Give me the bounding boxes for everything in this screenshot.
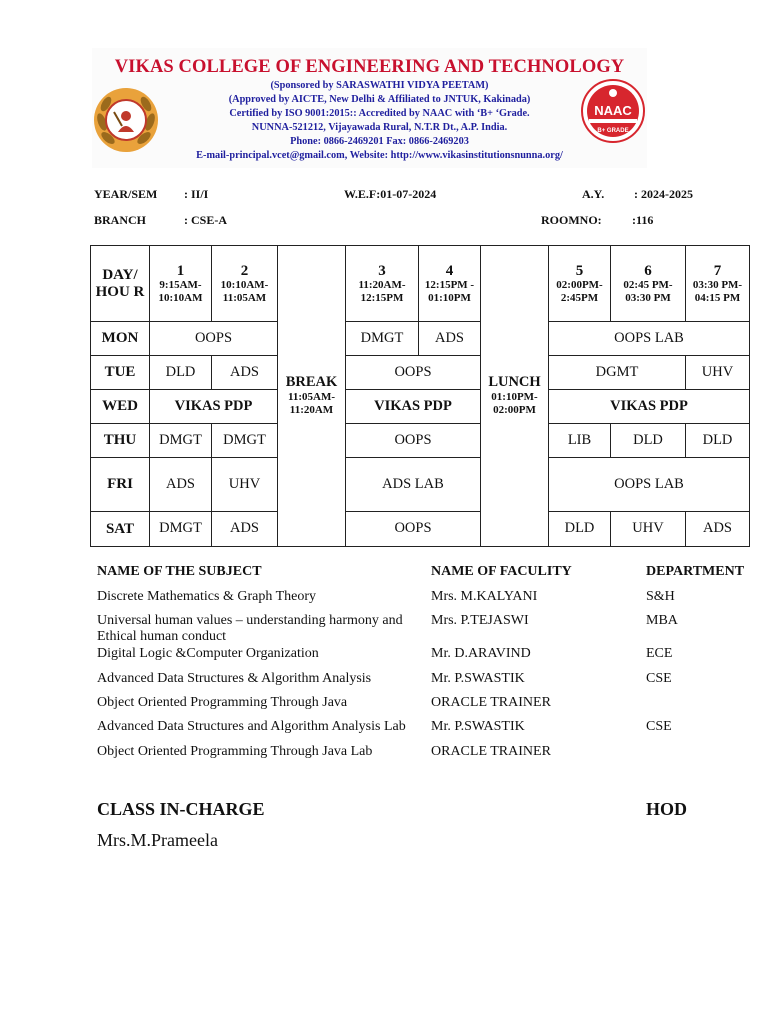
slot-cell: VIKAS PDP — [549, 390, 750, 424]
period-number: 4 — [445, 262, 454, 279]
header-row — [91, 246, 750, 322]
roomno-value: :116 — [632, 213, 654, 227]
slot-cell: VIKAS PDP — [150, 390, 278, 424]
branch-value: : CSE-A — [184, 213, 228, 227]
slot-cell: OOPS — [150, 322, 278, 356]
slot-cell: DLD — [611, 424, 686, 458]
college-emblem-icon — [92, 86, 160, 154]
subject-name: Universal human values – understanding harmony and Ethical human conduct — [97, 613, 403, 644]
day-label: SAT — [91, 512, 150, 547]
slot-cell: DMGT — [346, 322, 419, 356]
subject-name: Object Oriented Programming Through Java — [97, 695, 348, 710]
letterhead — [92, 48, 647, 168]
phone-line: Phone: 0866-2469201 Fax: 0866-2469203 — [290, 136, 469, 147]
address-line: NUNNA-521212, Vijayawada Rural, N.T.R Dt., A.P. India. — [251, 122, 508, 133]
day-label: MON — [91, 322, 150, 356]
row-fri — [91, 458, 750, 512]
subject-name: Advanced Data Structures and Algorithm Analysis Lab — [97, 719, 406, 734]
period-6-header — [611, 246, 686, 322]
period-time: 11:20AM- 12:15PM — [358, 279, 406, 304]
slot-cell: OOPS LAB — [549, 458, 750, 512]
slot-cell: UHV — [212, 458, 278, 512]
faculty-name: ORACLE TRAINER — [431, 695, 551, 710]
day-label: TUE — [91, 356, 150, 390]
slot-cell: DLD — [686, 424, 750, 458]
period-4-header — [419, 246, 481, 322]
lunch-time: 01:10PM- 02:00PM — [491, 390, 538, 416]
row-sat — [91, 512, 750, 547]
department-name: CSE — [646, 671, 672, 686]
slot-cell: OOPS — [346, 356, 481, 390]
slot-cell: DMGT — [150, 512, 212, 547]
period-2-header — [212, 246, 278, 322]
subject-name: Digital Logic &Computer Organization — [97, 646, 319, 661]
faculty-name: Mr. P.SWASTIK — [431, 719, 525, 734]
ay-value: : 2024-2025 — [634, 187, 693, 201]
period-5-header — [549, 246, 611, 322]
faculty-name: Mr. D.ARAVIND — [431, 646, 531, 661]
department-name: ECE — [646, 646, 673, 661]
period-number: 3 — [378, 262, 386, 279]
slot-cell: LIB — [549, 424, 611, 458]
approval-line: (Approved by AICTE, New Delhi & Affiliated to JNTUK, Kakinada) — [228, 94, 531, 105]
period-time: 9:15AM- 10:10AM — [158, 279, 203, 304]
day-hour-header: DAY/ HOU R — [91, 246, 150, 322]
department-name: S&H — [646, 589, 675, 604]
row-tue — [91, 356, 750, 390]
day-label: THU — [91, 424, 150, 458]
period-3-header — [346, 246, 419, 322]
period-time: 02:45 PM- 03:30 PM — [623, 279, 673, 304]
department-name: MBA — [646, 613, 678, 628]
period-number: 6 — [644, 262, 652, 279]
timetable — [90, 245, 750, 547]
slot-cell: ADS LAB — [346, 458, 481, 512]
slot-cell: VIKAS PDP — [346, 390, 481, 424]
period-number: 5 — [575, 262, 584, 279]
college-name: VIKAS COLLEGE OF ENGINEERING AND TECHNOLOGY — [114, 57, 625, 77]
faculty-column-header: NAME OF FACULITY — [431, 564, 572, 579]
naac-logo-icon — [581, 79, 645, 143]
hod-label: HOD — [646, 799, 688, 819]
year-sem-label: YEAR/SEM — [94, 187, 158, 201]
certification-line: Certified by ISO 9001:2015:: Accredited by NAAC with ‘B+ ‘Grade. — [229, 108, 530, 119]
roomno-label: ROOMNO: — [541, 213, 602, 227]
subject-column-header: NAME OF THE SUBJECT — [97, 564, 262, 579]
slot-cell: ADS — [150, 458, 212, 512]
period-time: 02:00PM- 2:45PM — [556, 279, 603, 304]
day-label: WED — [91, 390, 150, 424]
slot-cell: DMGT — [150, 424, 212, 458]
slot-cell: OOPS LAB — [549, 322, 750, 356]
slot-cell: ADS — [686, 512, 750, 547]
department-column-header: DEPARTMENT — [646, 564, 745, 579]
break-label: BREAK — [285, 373, 338, 390]
slot-cell: ADS — [212, 356, 278, 390]
row-mon — [91, 322, 750, 356]
slot-cell: UHV — [611, 512, 686, 547]
slot-cell: ADS — [419, 322, 481, 356]
period-number: 2 — [240, 262, 249, 279]
faculty-name: ORACLE TRAINER — [431, 744, 551, 759]
period-number: 7 — [713, 262, 722, 279]
lunch-cell — [481, 246, 549, 547]
slot-cell: ADS — [212, 512, 278, 547]
break-time: 11:05AM- 11:20AM — [287, 390, 336, 416]
period-time: 12:15PM - 01:10PM — [424, 279, 475, 304]
naac-grade-text: B+ GRADE — [597, 128, 629, 134]
break-cell — [278, 246, 346, 547]
lunch-label: LUNCH — [488, 373, 541, 390]
ay-label: A.Y. — [582, 187, 605, 201]
faculty-name: Mrs. M.KALYANI — [431, 589, 538, 604]
slot-cell: DGMT — [549, 356, 686, 390]
row-thu — [91, 424, 750, 458]
slot-cell: OOPS — [346, 512, 481, 547]
class-incharge-label: CLASS IN-CHARGE — [97, 799, 265, 819]
slot-cell: DMGT — [212, 424, 278, 458]
slot-cell: DLD — [549, 512, 611, 547]
faculty-name: Mr. P.SWASTIK — [431, 671, 525, 686]
naac-logo-text: NAAC — [594, 103, 632, 118]
slot-cell: DLD — [150, 356, 212, 390]
class-incharge-name: Mrs.M.Prameela — [97, 830, 218, 850]
subject-name: Object Oriented Programming Through Java Lab — [97, 744, 373, 759]
period-time: 03:30 PM-04:15 PM — [692, 279, 743, 304]
period-7-header — [686, 246, 750, 322]
period-time: 10:10AM- 11:05AM — [220, 279, 269, 304]
subject-name: Discrete Mathematics & Graph Theory — [97, 589, 317, 604]
branch-label: BRANCH — [94, 213, 147, 227]
slot-cell: OOPS — [346, 424, 481, 458]
day-label: FRI — [91, 458, 150, 512]
sponsor-line: (Sponsored by SARASWATHI VIDYA PEETAM) — [270, 80, 489, 91]
subject-name: Advanced Data Structures & Algorithm Analysis — [97, 671, 372, 686]
row-wed — [91, 390, 750, 424]
period-1-header — [150, 246, 212, 322]
email-website-line: E-mail-principal.vcet@gmail.com, Website: http://www.vikasinstitutionsnunna.org/ — [196, 150, 563, 161]
period-number: 1 — [176, 262, 185, 279]
faculty-name: Mrs. P.TEJASWI — [431, 613, 529, 628]
year-sem-value: : II/I — [184, 187, 209, 201]
wef-date: W.E.F:01-07-2024 — [344, 187, 437, 201]
department-name: CSE — [646, 719, 672, 734]
slot-cell: UHV — [686, 356, 750, 390]
